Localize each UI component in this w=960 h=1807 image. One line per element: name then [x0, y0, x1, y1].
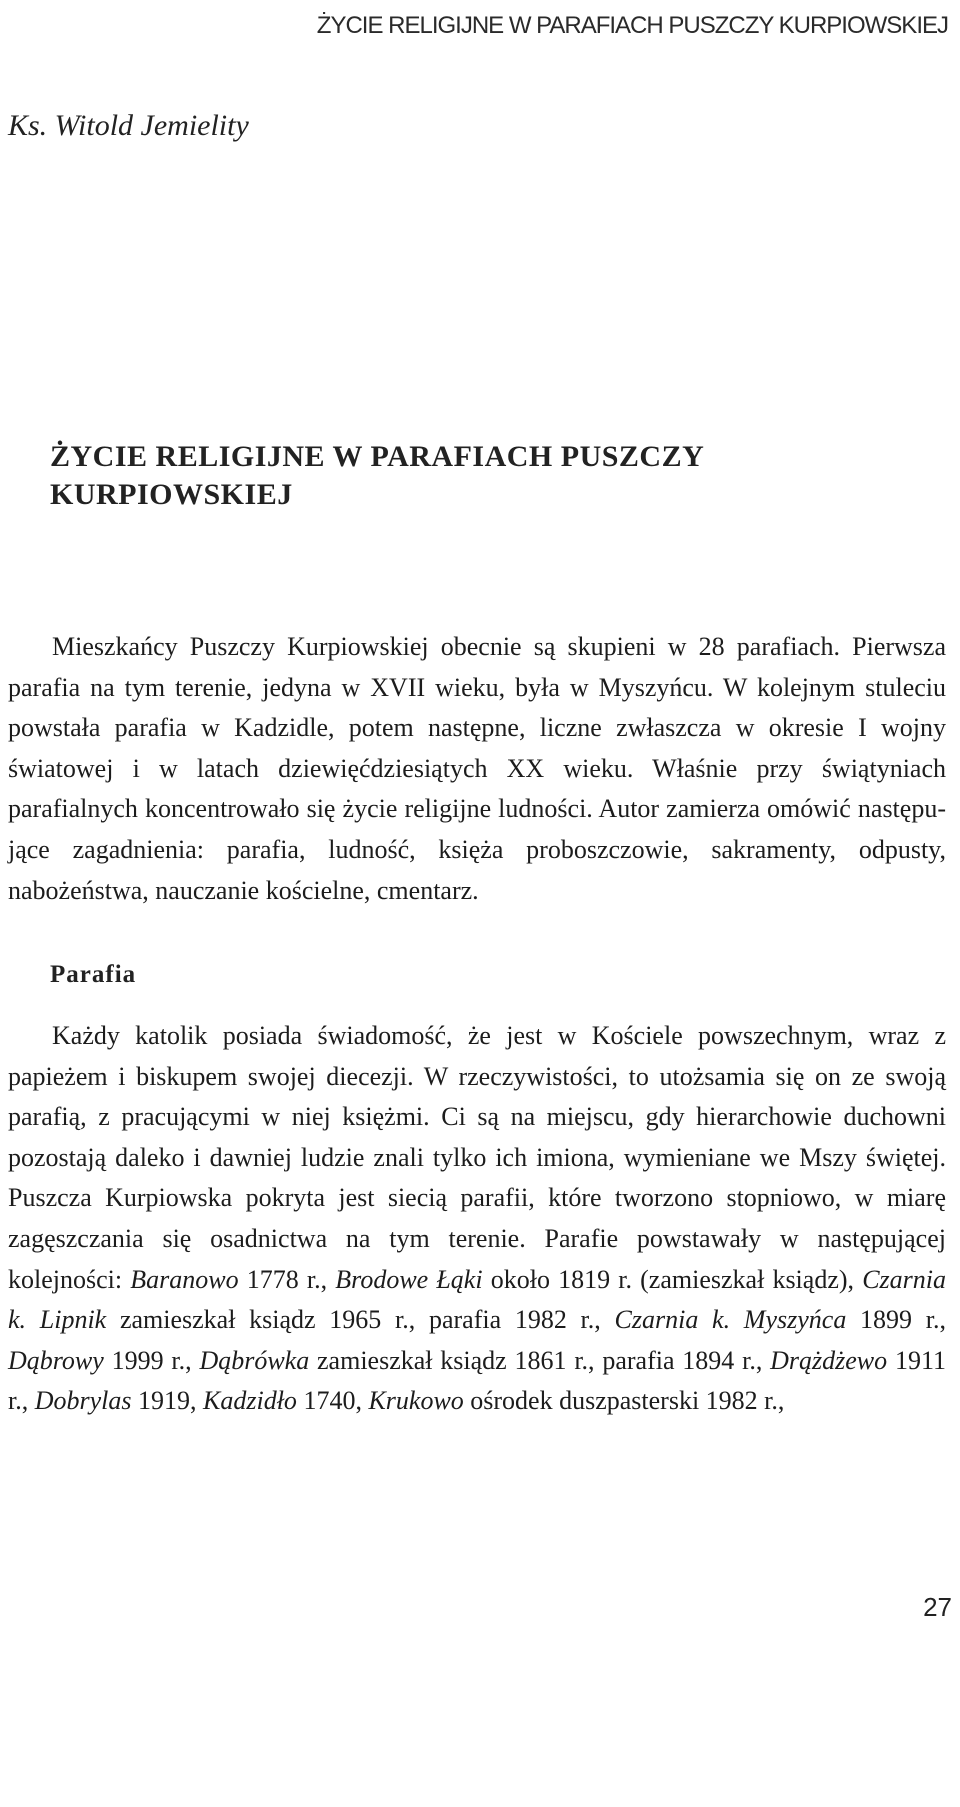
- place-name: Baranowo: [130, 1264, 239, 1294]
- text-run: 1919,: [131, 1386, 204, 1416]
- text-run: 1899 r.,: [846, 1305, 946, 1335]
- text-run: zamieszkał ksiądz 1965 r., parafia 1982 r.,: [106, 1305, 615, 1335]
- text-run: zamieszkał ksiądz 1861 r., parafia 1894 r.,: [309, 1345, 771, 1375]
- place-name: Kadzidło: [203, 1386, 297, 1416]
- place-name: Czarnia k. Lipnik: [8, 1264, 946, 1335]
- place-name: Dąbrowy: [8, 1345, 104, 1375]
- place-name: Dobrylas: [34, 1386, 132, 1416]
- author-name: Ks. Witold Jemielity: [8, 109, 249, 142]
- text-run: ośrodek duszpasterski 1982 r.,: [463, 1386, 785, 1416]
- place-name: Dąbrówka: [199, 1345, 310, 1375]
- text-run: 1778 r.,: [238, 1264, 336, 1294]
- place-name: Brodowe Łąki: [335, 1264, 483, 1294]
- text-run: 1740,: [296, 1386, 369, 1416]
- text-run: Każdy katolik posiada świadomość, że jest w Kościele powszechnym, wraz z papieżem i biskupem swojej diecezji. W rzeczywistości, to utożsamia się on ze swoją parafią, z pracującymi w niej księżmi. Ci są na miejscu, gdy hierarchowie duchowni pozostają daleko i dawniej ludzie znali tylko ich imiona, wymieniane we Mszy świętej. Puszcza Kurpiowska pokryta jest siecią parafii, które tworzono stopniowo, w miarę zagęszczania się osadnictwa na tym terenie. Parafie powstawały w następującej kolejności:: [8, 1021, 946, 1294]
- place-name: Czarnia k. Myszyńca: [614, 1305, 847, 1335]
- text-run: 1911 r.,: [8, 1345, 946, 1416]
- place-name: Drążdżewo: [770, 1345, 888, 1375]
- text-run: 1999 r.,: [103, 1345, 200, 1375]
- text-run: około 1819 r. (zamieszkał ksiądz),: [482, 1264, 863, 1294]
- article-title: ŻYCIE RELIGIJNE W PARAFIACH PUSZCZY KURPIOWSKIEJ: [50, 440, 704, 511]
- running-head: ŻYCIE RELIGIJNE W PARAFIACH PUSZCZY KURPIOWSKIEJ: [316, 12, 948, 39]
- intro-paragraph: Mieszkańcy Puszczy Kurpiowskiej obecnie są skupieni w 28 parafiach. Pierwsza parafia na tym terenie, jedyna w XVII wieku, była w Myszyńcu. W kolejnym stuleciu powstała parafia w Kadzidle, potem następne, liczne zwłaszcza w okresie I wojny światowej i w latach dziewięćdziesiątych XX wieku. Właśnie przy świątyniach parafialnych koncentrowało się życie religijne ludności. Autor zamierza omówić następujące zagadnienia: parafia, ludność, księża proboszczowie, sakramenty, odpusty, nabożeństwa, nauczanie kościelne, cmentarz.: [8, 632, 946, 905]
- section-paragraph: [8, 1016, 946, 1422]
- place-name: Krukowo: [368, 1386, 464, 1416]
- page-number: 27: [923, 1592, 952, 1622]
- section-heading-parafia: Parafia: [50, 961, 137, 988]
